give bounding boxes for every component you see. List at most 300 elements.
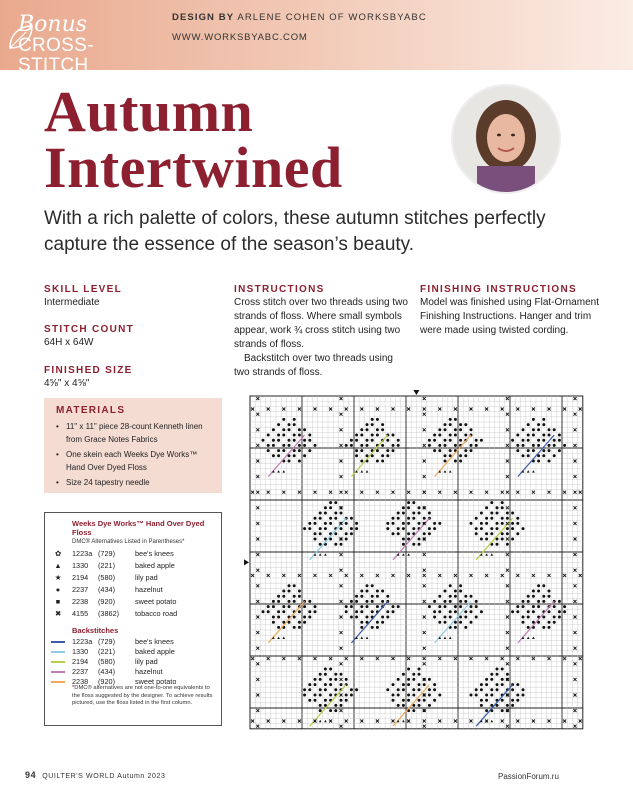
stitch-mark: [542, 600, 545, 603]
stitch-mark: [360, 444, 363, 447]
stitch-mark: [360, 626, 363, 629]
stitch-mark: [366, 428, 369, 431]
stitch-mark: [501, 532, 504, 535]
stitch-mark: [506, 517, 509, 520]
stitch-mark: [527, 616, 530, 619]
stitch-mark: [308, 527, 311, 530]
stitch-mark: [277, 616, 280, 619]
stitch-mark: [288, 460, 291, 463]
stitch-mark: [454, 590, 457, 593]
materials-heading: MATERIALS: [56, 405, 126, 416]
stitch-mark: [490, 678, 493, 681]
finished-size-value: 4⅝" x 4⅝": [44, 378, 90, 389]
stitch-mark: [433, 610, 436, 613]
stitch-mark: [350, 694, 353, 697]
stitch-mark: [490, 532, 493, 535]
stitch-mark: [459, 428, 462, 431]
stitch-mark: [480, 439, 483, 442]
stitch-count-heading: STITCH COUNT: [44, 324, 135, 335]
stitch-mark: [293, 600, 296, 603]
stitch-mark: [350, 600, 353, 603]
stitch-mark: [303, 454, 306, 457]
stitch-mark: [314, 694, 317, 697]
stitch-mark: [329, 522, 332, 525]
stitch-mark: [449, 423, 452, 426]
stitch-mark: [277, 434, 280, 437]
stitch-mark: [433, 688, 436, 691]
stitch-mark: [511, 527, 514, 530]
stitch-mark: [542, 454, 545, 457]
stitch-mark: [444, 590, 447, 593]
stitch-mark: [366, 439, 369, 442]
stitch-mark: [433, 527, 436, 530]
stitch-mark: [303, 605, 306, 608]
stitch-mark: [449, 616, 452, 619]
stitch-mark: [350, 532, 353, 535]
key-title: Weeks Dye Works™ Hand Over Dyed Floss: [72, 519, 205, 537]
stitch-mark: [366, 600, 369, 603]
backstitch-swatch: [51, 681, 65, 683]
stitch-mark: [553, 428, 556, 431]
stitch-mark: [433, 439, 436, 442]
finishing-heading: FINISHING INSTRUCTIONS: [420, 284, 577, 295]
stitch-mark: [532, 434, 535, 437]
stitch-mark: [428, 532, 431, 535]
stitch-mark: [496, 688, 499, 691]
stitch-mark: [334, 709, 337, 712]
stitch-mark: [329, 668, 332, 671]
stitch-mark: [423, 517, 426, 520]
stitch-mark: [319, 673, 322, 676]
stitch-mark: [329, 506, 332, 509]
stitch-mark: [282, 610, 285, 613]
stitch-mark: [314, 444, 317, 447]
stitch-mark: [480, 704, 483, 707]
stitch-mark: [542, 449, 545, 452]
stitch-mark: [542, 418, 545, 421]
stitch-mark: [376, 595, 379, 598]
stitch-mark: [350, 444, 353, 447]
stitch-mark: [314, 678, 317, 681]
stitch-mark: [438, 428, 441, 431]
materials-box: [44, 398, 222, 493]
stitch-mark: [376, 418, 379, 421]
stitch-mark: [522, 527, 525, 530]
stitch-mark: [381, 428, 384, 431]
stitch-mark: [402, 512, 405, 515]
stitch-mark: [548, 610, 551, 613]
stitch-mark: [444, 600, 447, 603]
stitch-mark: [298, 590, 301, 593]
stitch-mark: [381, 590, 384, 593]
stitch-mark: [355, 595, 358, 598]
stitch-mark: [360, 590, 363, 593]
stitch-mark: [340, 704, 343, 707]
stitch-mark: [407, 699, 410, 702]
stitch-mark: [490, 688, 493, 691]
stitch-mark: [522, 621, 525, 624]
instructions-para-2: Backstitch over two threads using two strands of floss.: [234, 353, 393, 378]
backstitch-heading: Backstitches: [72, 626, 119, 635]
stitch-mark: [329, 694, 332, 697]
stitch-mark: [506, 673, 509, 676]
color-key: [44, 512, 222, 726]
stitch-mark: [334, 532, 337, 535]
stitch-mark: [324, 673, 327, 676]
stitch-mark: [464, 449, 467, 452]
stitch-mark: [522, 605, 525, 608]
stitch-mark: [366, 590, 369, 593]
stitch-mark: [454, 418, 457, 421]
stitch-mark: [386, 616, 389, 619]
stitch-mark: [490, 512, 493, 515]
website-link[interactable]: WWW.WORKSBYABC.COM: [172, 32, 308, 43]
stitch-mark: [334, 512, 337, 515]
stitch-mark: [516, 605, 519, 608]
stitch-mark: [470, 694, 473, 697]
stitch-mark: [475, 439, 478, 442]
stitch-mark: [438, 595, 441, 598]
stitch-mark: [475, 444, 478, 447]
stitch-mark: [496, 512, 499, 515]
stitch-mark: [449, 600, 452, 603]
stitch-mark: [324, 527, 327, 530]
stitch-mark: [345, 678, 348, 681]
stitch-mark: [407, 683, 410, 686]
stitch-mark: [282, 444, 285, 447]
stitch-mark: [412, 673, 415, 676]
stitch-mark: [454, 610, 457, 613]
stitch-mark: [412, 543, 415, 546]
stitch-mark: [527, 434, 530, 437]
design-by-label: DESIGN BY: [172, 12, 235, 23]
stitch-mark: [402, 506, 405, 509]
stitch-mark: [272, 616, 275, 619]
stitch-mark: [386, 610, 389, 613]
stitch-mark: [470, 449, 473, 452]
stitch-mark: [423, 683, 426, 686]
stitch-mark: [527, 454, 530, 457]
stitch-mark: [277, 439, 280, 442]
stitch-mark: [558, 616, 561, 619]
key-row: ★ 2194 (580) lily pad: [51, 573, 65, 583]
stitch-mark: [392, 683, 395, 686]
backstitch-swatch: [51, 661, 65, 663]
stitch-mark: [516, 444, 519, 447]
stitch-mark: [334, 501, 337, 504]
stitch-mark: [454, 626, 457, 629]
stitch-mark: [314, 538, 317, 541]
stitch-mark: [449, 434, 452, 437]
stitch-mark: [433, 449, 436, 452]
stitch-mark: [366, 605, 369, 608]
stitch-mark: [267, 449, 270, 452]
stitch-mark: [516, 522, 519, 525]
stitch-mark: [527, 423, 530, 426]
stitch-mark: [314, 522, 317, 525]
stitch-mark: [282, 605, 285, 608]
stitch-mark: [527, 439, 530, 442]
stitch-mark: [345, 694, 348, 697]
stitch-mark: [277, 454, 280, 457]
stitch-mark: [516, 683, 519, 686]
stitch-mark: [272, 439, 275, 442]
stitch-mark: [381, 621, 384, 624]
stitch-mark: [381, 460, 384, 463]
stitch-mark: [355, 688, 358, 691]
stitch-mark: [485, 538, 488, 541]
stitch-mark: [397, 688, 400, 691]
stitch-mark: [308, 439, 311, 442]
stitch-mark: [334, 704, 337, 707]
stitch-mark: [293, 423, 296, 426]
key-footnote: *DMC® alternatives are not one-to-one equivalents to the floss suggested by the designer. To achieve results pictured, use the floss listed in the first column.: [72, 685, 213, 706]
stitch-mark: [303, 527, 306, 530]
stitch-mark: [360, 595, 363, 598]
stitch-mark: [371, 600, 374, 603]
stitch-mark: [542, 434, 545, 437]
stitch-mark: [392, 532, 395, 535]
stitch-mark: [308, 616, 311, 619]
stitch-mark: [288, 590, 291, 593]
stitch-mark: [438, 694, 441, 697]
stitch-mark: [506, 704, 509, 707]
stitch-mark: [532, 605, 535, 608]
stitch-mark: [496, 683, 499, 686]
stitch-mark: [376, 590, 379, 593]
stitch-mark: [490, 694, 493, 697]
stitch-mark: [418, 522, 421, 525]
stitch-mark: [418, 512, 421, 515]
stitch-mark: [407, 678, 410, 681]
stitch-mark: [345, 699, 348, 702]
stitch-mark: [511, 439, 514, 442]
stitch-mark: [449, 584, 452, 587]
stitch-mark: [340, 699, 343, 702]
stitch-mark: [454, 444, 457, 447]
stitch-mark: [475, 694, 478, 697]
stitch-mark: [371, 584, 374, 587]
stitch-mark: [475, 605, 478, 608]
watermark: PassionForum.ru: [498, 772, 559, 781]
stitch-mark: [319, 678, 322, 681]
finishing-text: Model was finished using Flat-Ornament Finishing Instructions. Hanger and trim were made using twisted cording.: [420, 297, 599, 336]
stitch-mark: [412, 527, 415, 530]
stitch-mark: [548, 444, 551, 447]
stitch-mark: [428, 512, 431, 515]
stitch-mark: [563, 444, 566, 447]
stitch-mark: [558, 610, 561, 613]
stitch-mark: [355, 616, 358, 619]
stitch-mark: [553, 621, 556, 624]
stitch-mark: [438, 610, 441, 613]
stitch-mark: [308, 699, 311, 702]
skill-value: Intermediate: [44, 297, 100, 308]
stitch-mark: [360, 621, 363, 624]
stitch-mark: [282, 590, 285, 593]
stitch-mark: [548, 621, 551, 624]
stitch-mark: [464, 595, 467, 598]
stitch-mark: [438, 449, 441, 452]
stitch-mark: [314, 517, 317, 520]
stitch-mark: [501, 522, 504, 525]
stitch-mark: [470, 444, 473, 447]
stitch-mark: [485, 683, 488, 686]
stitch-mark: [490, 501, 493, 504]
stitch-mark: [277, 449, 280, 452]
stitch-mark: [542, 626, 545, 629]
stitch-mark: [501, 683, 504, 686]
stitch-mark: [438, 522, 441, 525]
stitch-mark: [267, 434, 270, 437]
stitch-mark: [532, 595, 535, 598]
stitch-mark: [496, 668, 499, 671]
stitch-mark: [506, 512, 509, 515]
stitch-mark: [516, 517, 519, 520]
stitch-mark: [475, 532, 478, 535]
backstitch-swatch: [51, 651, 65, 653]
stitch-count-value: 64H x 64W: [44, 337, 94, 348]
stitch-mark: [392, 444, 395, 447]
stitch-mark: [527, 600, 530, 603]
stitch-mark: [459, 454, 462, 457]
stitch-mark: [293, 626, 296, 629]
stitch-mark: [267, 605, 270, 608]
stitch-mark: [490, 517, 493, 520]
stitch-mark: [324, 522, 327, 525]
stitch-mark: [522, 428, 525, 431]
stitch-mark: [522, 454, 525, 457]
stitch-mark: [355, 610, 358, 613]
stitch-mark: [449, 595, 452, 598]
stitch-mark: [340, 527, 343, 530]
stitch-mark: [537, 428, 540, 431]
center-arrow-icon: [413, 390, 419, 395]
stitch-mark: [418, 688, 421, 691]
stitch-mark: [376, 434, 379, 437]
stitch-mark: [402, 527, 405, 530]
stitch-mark: [444, 454, 447, 457]
stitch-mark: [553, 605, 556, 608]
stitch-mark: [267, 444, 270, 447]
stitch-mark: [267, 610, 270, 613]
stitch-symbol-icon: ■: [55, 597, 61, 606]
stitch-mark: [345, 610, 348, 613]
stitch-mark: [293, 418, 296, 421]
stitch-mark: [459, 600, 462, 603]
stitch-mark: [366, 616, 369, 619]
stitch-mark: [319, 532, 322, 535]
stitch-mark: [475, 600, 478, 603]
stitch-mark: [449, 449, 452, 452]
stitch-mark: [470, 605, 473, 608]
stitch-mark: [282, 418, 285, 421]
stitch-mark: [522, 616, 525, 619]
stitch-mark: [293, 616, 296, 619]
stitch-mark: [334, 673, 337, 676]
stitch-mark: [397, 512, 400, 515]
stitch-mark: [418, 704, 421, 707]
stitch-mark: [527, 626, 530, 629]
stitch-mark: [459, 605, 462, 608]
stitch-mark: [360, 460, 363, 463]
stitch-mark: [558, 600, 561, 603]
stitch-mark: [397, 517, 400, 520]
stitch-mark: [308, 683, 311, 686]
stitch-mark: [298, 626, 301, 629]
stitch-mark: [542, 423, 545, 426]
stitch-mark: [454, 595, 457, 598]
stitch-mark: [496, 506, 499, 509]
stitch-mark: [277, 595, 280, 598]
stitch-mark: [402, 522, 405, 525]
stitch-mark: [516, 434, 519, 437]
stitch-symbol-icon: ★: [54, 573, 62, 582]
stitch-mark: [371, 626, 374, 629]
stitch-mark: [371, 610, 374, 613]
stitch-mark: [537, 605, 540, 608]
stitch-mark: [433, 683, 436, 686]
stitch-mark: [360, 428, 363, 431]
stitch-mark: [303, 428, 306, 431]
stitch-mark: [345, 444, 348, 447]
stitch-mark: [480, 610, 483, 613]
stitch-mark: [386, 454, 389, 457]
stitch-mark: [459, 621, 462, 624]
stitch-mark: [366, 423, 369, 426]
stitch-mark: [444, 605, 447, 608]
stitch-mark: [542, 616, 545, 619]
stitch-mark: [376, 626, 379, 629]
stitch-mark: [438, 621, 441, 624]
stitch-mark: [303, 694, 306, 697]
stitch-mark: [319, 704, 322, 707]
stitch-mark: [412, 501, 415, 504]
stitch-mark: [350, 439, 353, 442]
stitch-mark: [444, 439, 447, 442]
stitch-mark: [558, 439, 561, 442]
stitch-mark: [402, 673, 405, 676]
stitch-mark: [470, 621, 473, 624]
stitch-mark: [386, 688, 389, 691]
stitch-mark: [319, 517, 322, 520]
stitch-mark: [433, 522, 436, 525]
stitch-mark: [293, 434, 296, 437]
stitch-mark: [324, 506, 327, 509]
stitch-mark: [444, 460, 447, 463]
stitch-mark: [324, 668, 327, 671]
stitch-mark: [412, 688, 415, 691]
stitch-mark: [350, 616, 353, 619]
stitch-mark: [496, 527, 499, 530]
stitch-mark: [490, 527, 493, 530]
stitch-mark: [360, 605, 363, 608]
stitch-mark: [485, 699, 488, 702]
page-subtitle: With a rich palette of colors, these autumn stitches perfectly capture the essence of the season’s beauty.: [44, 208, 546, 255]
designer-photo: [451, 84, 561, 194]
stitch-mark: [407, 694, 410, 697]
stitch-mark: [407, 501, 410, 504]
stitch-mark: [272, 605, 275, 608]
stitch-mark: [412, 512, 415, 515]
stitch-mark: [298, 449, 301, 452]
stitch-mark: [506, 532, 509, 535]
stitch-mark: [501, 668, 504, 671]
footer-text: QUILTER'S WORLD Autumn 2023: [42, 773, 166, 780]
stitch-mark: [308, 600, 311, 603]
key-row: 2194 (580) lily pad: [51, 657, 65, 667]
stitch-mark: [345, 538, 348, 541]
